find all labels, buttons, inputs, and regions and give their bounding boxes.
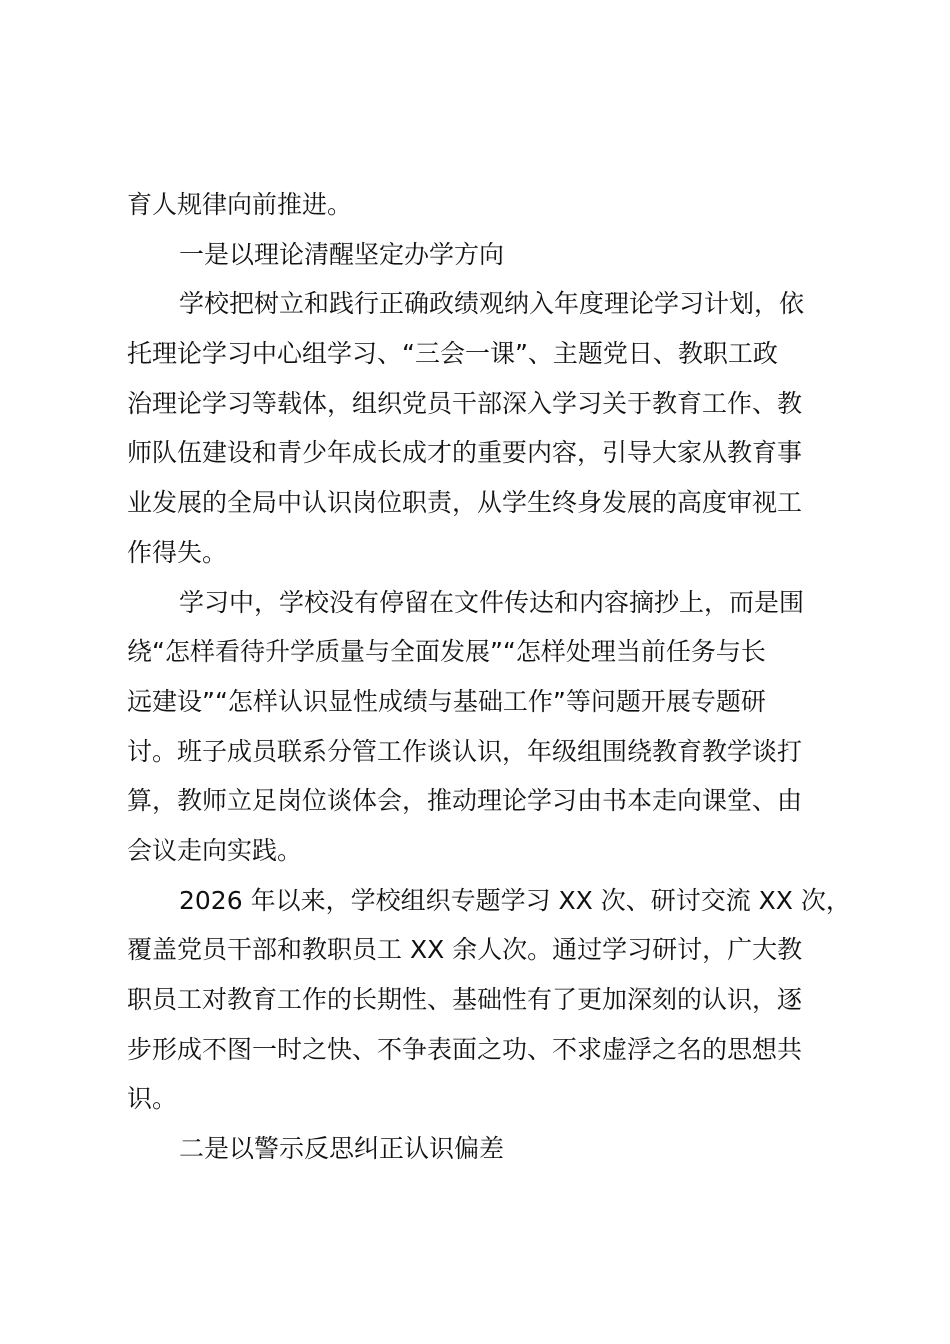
text-line: 托理论学习中心组学习、“三会一课”、主题党日、教职工政 bbox=[127, 339, 778, 369]
text-line: 覆盖党员干部和教职员工 XX 余人次。通过学习研讨，广大教 bbox=[127, 935, 803, 965]
text-line: 育人规律向前推进。 bbox=[127, 190, 353, 219]
text-line: 远建设”“怎样认识显性成绩与基础工作”等问题开展专题研 bbox=[127, 686, 766, 716]
text-line: 2026 年以来，学校组织专题学习 XX 次、研讨交流 XX 次， bbox=[179, 885, 851, 915]
text-line: 绕“怎样看待升学质量与全面发展”“怎样处理当前任务与长 bbox=[127, 637, 766, 667]
document-body bbox=[127, 180, 867, 1174]
text-line: 学校把树立和践行正确政绩观纳入年度理论学习计划，依 bbox=[179, 289, 805, 319]
section-heading: 二是以警示反思纠正认识偏差 bbox=[179, 1134, 505, 1164]
text-line: 业发展的全局中认识岗位职责，从学生终身发展的高度审视工 bbox=[127, 488, 803, 518]
text-line: 算，教师立足岗位谈体会，推动理论学习由书本走向课堂、由 bbox=[127, 786, 803, 816]
text-line: 治理论学习等载体，组织党员干部深入学习关于教育工作、教 bbox=[127, 388, 803, 418]
text-line: 会议走向实践。 bbox=[127, 835, 303, 865]
text-line: 学习中，学校没有停留在文件传达和内容摘抄上，而是围 bbox=[179, 587, 805, 617]
text-line: 步形成不图一时之快、不争表面之功、不求虚浮之名的思想共 bbox=[127, 1034, 803, 1064]
text-line: 师队伍建设和青少年成长成才的重要内容，引导大家从教育事 bbox=[127, 438, 803, 468]
text-line: 作得失。 bbox=[127, 537, 228, 567]
text-line: 职员工对教育工作的长期性、基础性有了更加深刻的认识，逐 bbox=[127, 985, 803, 1014]
text-line: 识。 bbox=[127, 1084, 178, 1114]
section-heading: 一是以理论清醒坚定办学方向 bbox=[179, 239, 505, 269]
text-line: 讨。班子成员联系分管工作谈认识，年级组围绕教育教学谈打 bbox=[127, 736, 803, 766]
